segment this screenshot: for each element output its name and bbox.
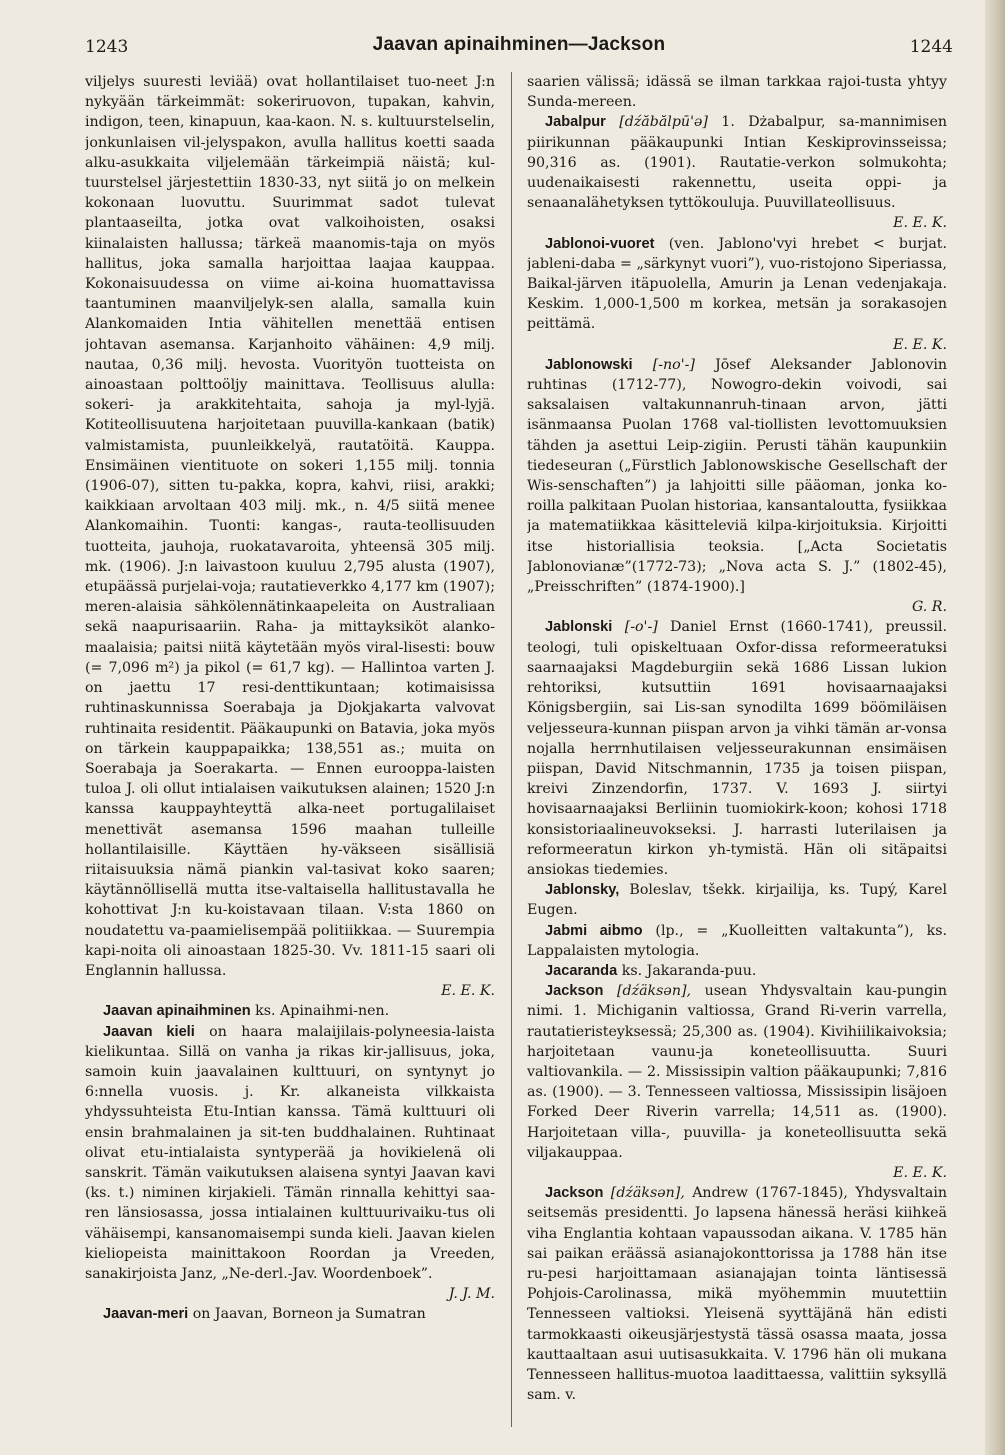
article-entry — [527, 112, 947, 233]
entry-text: saarien välissä; idässä se ilman tarkkaa rajoi-tusta yhtyy Sunda-mereen. — [527, 74, 947, 111]
entry-text: on Jaavan, Borneon ja Sumatran — [192, 1306, 426, 1323]
article-entry — [527, 617, 947, 880]
author-signature: J. J. M. — [448, 1286, 495, 1303]
article-entry — [527, 880, 947, 920]
column-divider — [511, 72, 512, 1427]
entry-text: (lp., = „Kuolleitten valtakunta”), ks. Lappalaisten mytologia. — [527, 922, 947, 959]
author-signature: E. E. K. — [441, 983, 495, 1000]
page-number-left: 1243 — [85, 37, 129, 57]
entry-text: Daniel Ernst (1660-1741), preussil. teologi, tuli opiskeltuaan Oxfor-dissa reformeeratuksi saarnaajaksi Magdeburgiin sekä 1686 Lissan lukion rehtoriksi, kutsuttiin 1691 hovisaarnaajaksi Königsbergiin, sai Lis-san synodilta 1699 böömiläisen veljesseura-kunnan piispan arvon ja vihki tämän ar-vonsa nojalla herrnhutilaisen veljesseurakunnan ensimäisen piispan, David Nitschmannin, 1735 ja toisen piispan, kreivi Zinzendorfin, 1737. V. 1693 J. siirtyi hovisaarnaajaksi Berliinin tuomiokirk-koon; kohosi 1718 konsistoriaalineuvokseksi. J. harrasti luterilaisen ja reformeeratun kirkon yh-tymistä. Hän oli sitäpaitsi ansiokas tiedemies. — [527, 619, 947, 878]
left-column — [85, 72, 495, 1432]
page-number-right: 1244 — [909, 37, 953, 57]
entry-text: ks. Jakaranda-puu. — [621, 962, 757, 979]
right-column — [527, 72, 947, 1432]
entry-pronunciation: [-o'-] — [624, 619, 658, 636]
entry-text: viljelys suuresti leviää) ovat hollantilaiset tuo-neet J:n nykyään tärkeimmät: sokeriruovon, tupakan, kahvin, indigon, teen, kinapuun, kaa-kaon. N. s. kultuurstelselin, jonkunlaisen vil-jelyspakon, avulla hallitus koetti saada alku-asukkaita viljelemään tärkeimpiä näistä; kul-tuurstelsel järjestettiin 1830-33, nyt siitä jo on melkein kokonaan luovuttu. Suurimmat sadot tulevat plantaaseilta, jotka ovat valkoihoisten, osaksi kiinalaisten hallussa; tärkeä maanomis-taja on myös hallitus, joka samalla harjoittaa laajaa kauppaa. Kokonaisuudessa on viime ai-koina huomattavissa taantuminen maanviljelyk-sen alalla, samalla kuin Alankomaiden Intia vähitellen menettää entisen johtavan asemansa. Karjanhoito vähäinen: 4,9 milj. nautaa, 0,36 milj. hevosta. Vuorityön tuotteista on ainoastaan polttoöljy mainittava. Teollisuus alulla: sokeri- ja arakkitehtaita, sahoja ja myl-lyjä. Kotiteollisuutena harjoitetaan puuvilla-kankaan (batik) valmistamista, puunleikkelyä, rautatöitä. Kauppa. Ensimäinen vientituote on sokeri 1,155 milj. tonnia (1906-07), sitten tu-pakka, kopra, kahvi, riisi, arakki; kaikkiaan arvoltaan 403 milj. mk., n. 4/5 siitä menee Alankomaihin. Tuonti: kangas-, rauta-teollisuuden tuotteita, jauhoja, ruokatavaroita, yhteensä 305 milj. mk. (1906). J:n laivastoon kuuluu 2,795 alusta (1907), etupäässä purjelai-voja; rautatieverkko 4,177 km (1907); meren-alaisia sähkölennätinkaapeleita on Australiaan sekä naapurisaariin. Raha- ja mittayksiköt alanko-maalaisia; paitsi niitä käytetään myös viral-lisesti: bouw (= 7,096 m²) ja pikol (= 61,7 kg). — Hallintoa varten J. on jaettu 17 resi-denttikuntaan; kotimaisissa ruhtinaskunnissa Soerabaja ja Djokjakarta valvovat ruhtinaita residentit. Pääkaupunki on Batavia, joka myös on tärkein kauppapaikka; 138,551 as.; muita on Soerabaja ja Soerakarta. — Ennen eurooppa-laisten tuloa J. oli ollut intialaisen vaikutuksen alainen; 1520 J:n kanssa kauppayhteyttä alka-neet portugalilaiset menettivät asemansa 1596 maahan tulleille hollantilaisille. Käyttäen hy-väkseen sisällisiä riitaisuuksia nämä piankin val-tasivat koko saaren; käytännöllisellä mutta itse-valtaisella hallitustavalla he kohottivat J:n ku-koistavaan tilaan. V:sta 1860 on noudatettu va-paamielisempää politiikkaa. — Suurempia kapi-noita oli ainoastaan 1825-30. Vv. 1811-15 saari oli Englannin hallussa. — [85, 74, 495, 979]
page-edge — [985, 0, 1005, 1455]
running-title: Jaavan apinaihminen—Jackson — [372, 34, 666, 55]
entry-headword: Jackson — [545, 1185, 604, 1202]
article-entry — [527, 921, 947, 961]
entry-headword: Jablonski — [545, 619, 613, 636]
author-signature: E. E. K. — [893, 215, 947, 232]
entry-pronunciation: [-no'-] — [652, 356, 695, 373]
entry-headword: Jablonsky, — [545, 882, 620, 899]
page-header — [85, 34, 953, 60]
entry-headword: Jacaranda — [545, 962, 618, 979]
entry-text: 1. Dżabalpur, sa-mannimisen piirikunnan pääkaupunki Intian Keskiprovinsseissa; 90,316 as. (1901). Rautatie-verkon solmukohta; uudenaikaisesti rakennettu, useita oppi- ja senaanalähetyksen tyttökouluja. Puuvillateollisuus. — [527, 114, 947, 212]
article-entry — [527, 355, 947, 618]
entry-headword: Jaavan kieli — [103, 1023, 195, 1040]
article-entry — [85, 1001, 495, 1021]
entry-headword: Jablonowski — [545, 356, 633, 373]
entry-headword: Jackson — [545, 983, 604, 1000]
article-entry — [85, 1022, 495, 1305]
entry-text: ks. Apinaihmi-nen. — [255, 1003, 390, 1020]
entry-headword: Jablonoi-vuoret — [545, 235, 655, 252]
article-entry — [527, 234, 947, 355]
entry-pronunciation: [dźäksən], — [617, 983, 692, 1000]
entry-text: Andrew (1767-1845), Yhdysvaltain seitsemäs presidentti. Jo lapsena hänessä heräsi kiihkeä viha Englantia kohtaan vapaussodan aikana. V. 1785 hän sai paikan eräässä asianajokonttorissa ja 1788 hän itse ru-pesi harjoittamaan asianajajan tointa läntisessä Pohjois-Carolinassa, mikä myöhemmin muutettiin Tennesseen valtioksi. Yleisenä syyttäjänä hän edisti tarmokkaasti oikeusjärjestystä tässä osassa maata, jossa kauttaaltaan asui uutisasukkaita. V. 1796 hän oli mukana Tennesseen hallitus-muotoa laadittaessa, valittiin syksyllä sam. v. — [527, 1185, 947, 1404]
entry-headword: Jabalpur — [545, 114, 606, 131]
article-entry — [527, 961, 947, 981]
article-entry — [85, 1304, 495, 1324]
entry-pronunciation: [dźäksən], — [610, 1185, 685, 1202]
entry-text: Boleslav, tšekk. kirjailija, ks. Tupý, Karel Eugen. — [527, 882, 947, 919]
entry-headword: Jaavan-meri — [103, 1306, 189, 1323]
author-signature: E. E. K. — [893, 1164, 947, 1181]
continuation-paragraph — [85, 72, 495, 1001]
entry-text: on haara malaijilais-polyneesia-laista kielikuntaa. Sillä on vanha ja rikas kir-jallisuus, joka, samoin kuin jaavalainen kulttuuri, on syntynyt jo 6:nnella vuosis. j. Kr. alkaneista vilkkaista yhdyssuhteista Etu-Intian kanssa. Tämä kulttuuri oli ensin brahmalainen ja sit-ten buddhalainen. Ruhtinaat olivat etu-intialaista syntyperää ja hovikielenä oli sanskrit. Tämän vaikutuksen alaisena syntyi Jaavan kavi (ks. t.) niminen kirjakieli. Tämän rinnalla kehittyi saa-ren länsiosassa, jossa intialainen kulttuurivaiku-tus oli vähäisempi, kansanomaisempi sunda kieli. Jaavan kielen kieliopeista mainittakoon Roordan ja Vreeden, sanakirjoista Janz, „Ne-derl.-Jav. Woordenboek”. — [85, 1023, 495, 1282]
entry-headword: Jaavan apinaihminen — [103, 1003, 251, 1020]
entry-headword: Jabmi aibmo — [545, 922, 643, 939]
article-entry — [527, 1183, 947, 1405]
continuation-paragraph — [527, 72, 947, 112]
entry-pronunciation: [dźăbălpū'ə] — [619, 114, 708, 131]
author-signature: G. R. — [911, 599, 947, 616]
author-signature: E. E. K. — [893, 336, 947, 353]
entry-text: usean Yhdysvaltain kau-pungin nimi. 1. Michiganin valtiossa, Grand Ri-verin varrella, rautatieristeyksessä; 25,300 as. (1904). Kivihiilikaivoksia; harjoitetaan vaunu-ja koneteollisuutta. Suuri valtiovankila. — 2. Mississipin valtion pääkaupunki; 7,816 as. (1900). — 3. Tennesseen valtiossa, Mississipin lisäjoen Forked Deer Riverin varrella; 14,511 as. (1900). Harjoitetaan villa-, puuvilla- ja koneteollisuutta sekä viljakauppaa. — [527, 983, 947, 1161]
entry-text: Jōsef Aleksander Jablonovin ruhtinas (1712-77), Nowogro-dekin voivodi, sai saksalaisen valtakunnanruh-tinaan arvon, jätti isänmaansa Puolan 1768 val-tiollisten levottomuuksien tähden ja asettui Leip-zigiin. Perusti tähän kaupunkiin tiedeseuran („Fürstlich Jablonowskische Gesellschaft der Wis-senschaften”) ja lahjoitti sille pääoman, jonka ko-roilla palkitaan Puolan historiaa, kansantaloutta, fysiikkaa ja matematiikkaa käsitteleviä kilpa-kirjoituksia. Kirjoitti itse historiallisia teoksia. [„Acta Societatis Jablonovianæ”(1772-73); „Nova acta S. J.” (1802-45), „Preisschriften” (1874-1900).] — [527, 356, 947, 596]
entry-text: (ven. Jablono'vyi hrebet < burjat. jableni-daba = „särkynyt vuori”), vuo-ristojono Siperiassa, Baikal-järven itäpuolella, Amurin ja Lenan vedenjakaja. Keskim. 1,000-1,500 m korkea, metsän ja sorakasojen peittämä. — [527, 235, 947, 333]
article-entry — [527, 981, 947, 1183]
